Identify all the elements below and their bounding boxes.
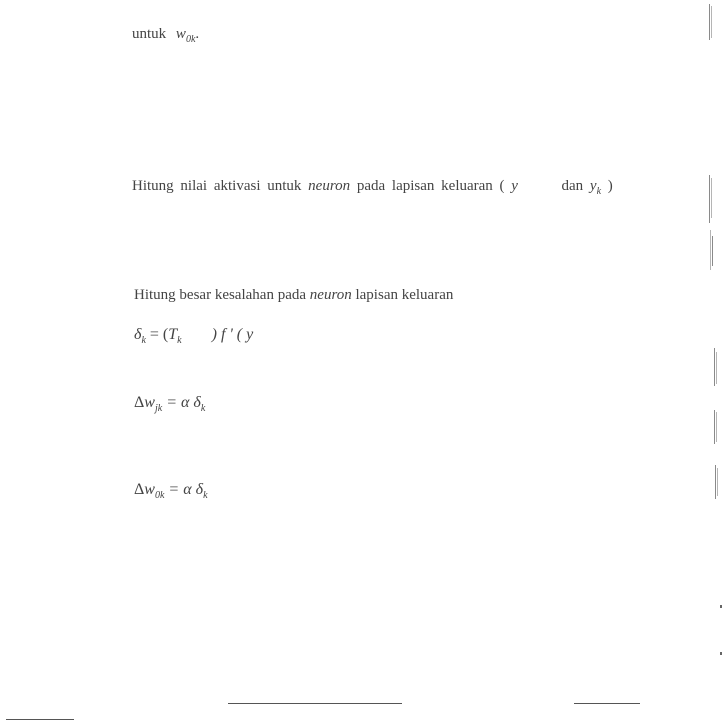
equation-delta-w-jk bbox=[134, 394, 205, 414]
eq2-Delta: Δ bbox=[134, 394, 145, 411]
var-yk: y bbox=[589, 178, 597, 194]
scan-edge-mark bbox=[717, 468, 718, 496]
equation-delta-k bbox=[134, 326, 253, 346]
period: . bbox=[195, 26, 200, 42]
scan-edge-mark bbox=[714, 410, 715, 444]
bottom-rule bbox=[6, 719, 74, 720]
close-paren: ) bbox=[607, 178, 613, 194]
text-line-kesalahan bbox=[134, 287, 453, 304]
text-aktivasi-b: pada lapisan keluaran ( bbox=[356, 178, 505, 194]
var-w: w bbox=[175, 26, 186, 42]
eq1-T: T bbox=[168, 326, 178, 343]
bottom-rule bbox=[574, 703, 640, 704]
scan-edge-mark bbox=[714, 348, 715, 386]
var-yk-subscript: k bbox=[596, 186, 602, 197]
scan-speck bbox=[720, 652, 722, 655]
eq1-delta: δ bbox=[134, 326, 142, 343]
word-untuk: untuk bbox=[132, 26, 167, 42]
eq2-delta-subscript: k bbox=[200, 403, 206, 414]
scan-edge-mark bbox=[709, 175, 710, 223]
scan-edge-mark bbox=[716, 352, 717, 384]
equation-delta-w-0k bbox=[134, 481, 208, 501]
text-aktivasi-a: Hitung nilai aktivasi untuk bbox=[132, 178, 302, 194]
scan-edge-mark bbox=[710, 230, 711, 270]
text-line-untuk bbox=[132, 26, 199, 45]
eq3-rhs: = α δ bbox=[168, 481, 204, 498]
scan-edge-mark bbox=[711, 178, 712, 218]
text-kesalahan-b: lapisan keluaran bbox=[355, 287, 454, 303]
term-neuron: neuron bbox=[308, 178, 351, 194]
eq3-w-subscript: 0k bbox=[154, 490, 165, 501]
eq3-Delta: Δ bbox=[134, 481, 145, 498]
eq2-w-subscript: jk bbox=[154, 403, 163, 414]
text-line-aktivasi bbox=[132, 178, 613, 197]
scan-edge-mark bbox=[711, 6, 712, 38]
eq1-delta-subscript: k bbox=[141, 335, 146, 346]
eq3-w: w bbox=[144, 481, 155, 498]
var-y: y bbox=[511, 178, 518, 194]
scan-edge-mark bbox=[715, 465, 716, 499]
eq1-rest: ) f ' ( y bbox=[211, 326, 254, 343]
scan-edge-mark bbox=[709, 4, 710, 40]
eq2-rhs: = α δ bbox=[166, 394, 201, 411]
eq1-equals: = ( bbox=[149, 326, 169, 343]
bottom-rule bbox=[228, 703, 402, 704]
eq1-T-subscript: k bbox=[177, 335, 182, 346]
eq2-w: w bbox=[144, 394, 155, 411]
word-dan: dan bbox=[561, 178, 584, 194]
scan-edge-mark bbox=[716, 412, 717, 442]
term-neuron-2: neuron bbox=[309, 287, 352, 303]
var-w-subscript: 0k bbox=[185, 34, 196, 45]
scan-edge-mark bbox=[712, 236, 713, 266]
text-kesalahan-a: Hitung besar kesalahan pada bbox=[134, 287, 307, 303]
eq3-delta-subscript: k bbox=[203, 490, 208, 501]
scan-speck bbox=[720, 605, 722, 608]
